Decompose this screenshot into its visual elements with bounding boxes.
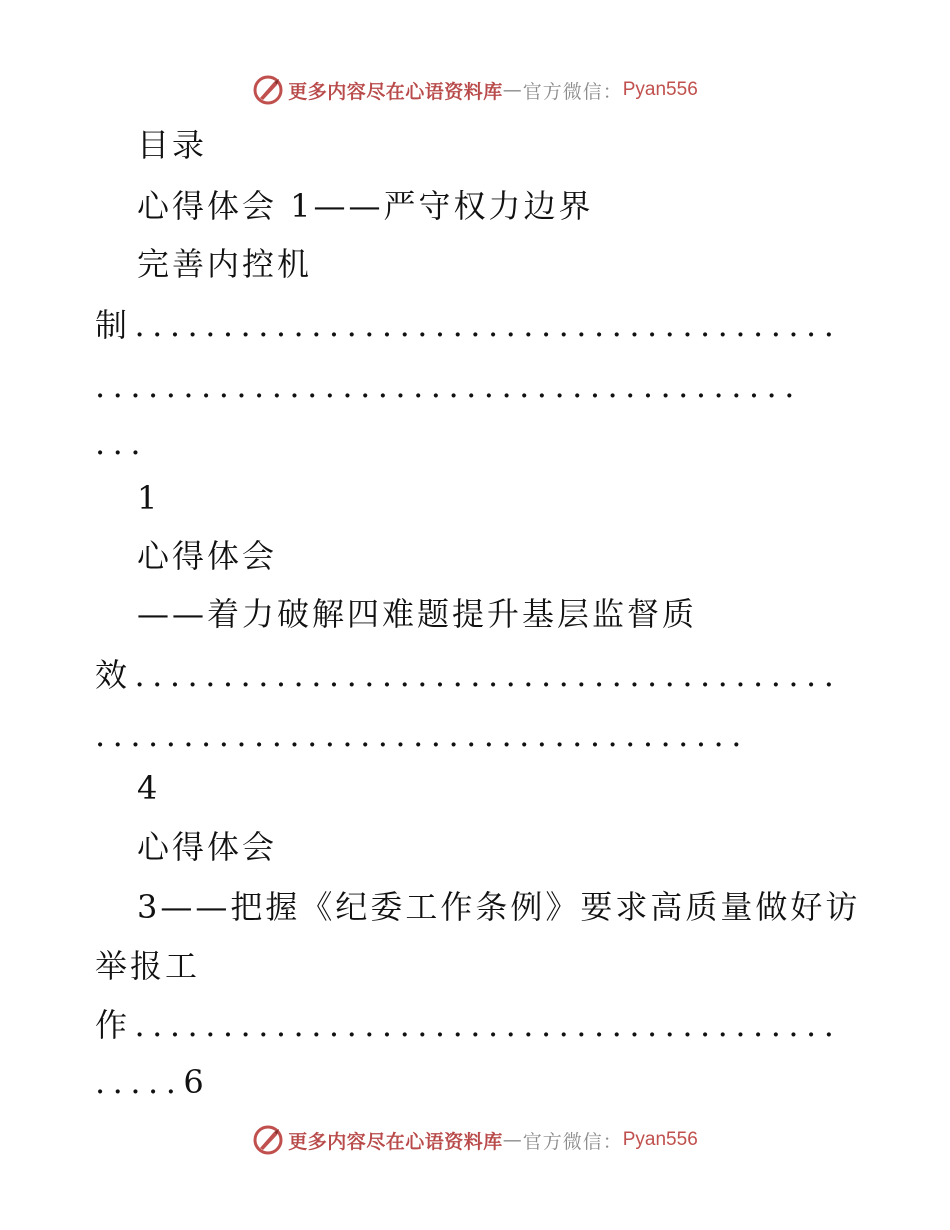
- toc-entry3-line5: .....6: [95, 1063, 212, 1101]
- watermark-header: [0, 72, 950, 108]
- watermark-dash: —: [502, 1129, 523, 1151]
- toc-entry3-line2: 3——把握《纪委工作条例》要求高质量做好访: [137, 888, 861, 926]
- toc-title: 目录: [137, 126, 208, 164]
- toc-entry2-line1: 心得体会: [137, 537, 278, 575]
- watermark-label: 官方微信：: [522, 80, 623, 103]
- watermark-label: 官方微信：: [522, 1130, 623, 1153]
- toc-entry1-line1: 心得体会 1——严守权力边界: [137, 187, 594, 225]
- watermark-text: 更多内容尽在心语资料库: [288, 80, 503, 103]
- watermark-dash: —: [502, 79, 523, 101]
- quill-logo-icon: [252, 1124, 284, 1156]
- toc-entry1-line5: ...: [95, 424, 149, 462]
- toc-entry2-line2: ——着力破解四难题提升基层监督质: [137, 595, 698, 633]
- toc-entry2-line4: .....................................: [95, 716, 749, 754]
- watermark-wechat-id: Pyan556: [622, 1129, 698, 1150]
- toc-entry1-line3: 制........................................: [95, 306, 842, 344]
- toc-entry2-page: 4: [137, 769, 161, 807]
- toc-entry2-line3: 效........................................: [95, 656, 842, 694]
- watermark-wechat-id: Pyan556: [622, 79, 698, 100]
- toc-entry1-page: 1: [137, 479, 161, 517]
- toc-entry1-line4: ........................................: [95, 367, 802, 405]
- toc-entry3-line4: 作........................................: [95, 1006, 842, 1044]
- toc-entry1-line2: 完善内控机: [137, 245, 313, 283]
- watermark-footer: [0, 1122, 950, 1158]
- quill-logo-icon: [252, 74, 284, 106]
- toc-entry3-line1: 心得体会: [137, 828, 278, 866]
- toc-entry3-line3: 举报工: [95, 947, 201, 985]
- watermark-text: 更多内容尽在心语资料库: [288, 1130, 503, 1153]
